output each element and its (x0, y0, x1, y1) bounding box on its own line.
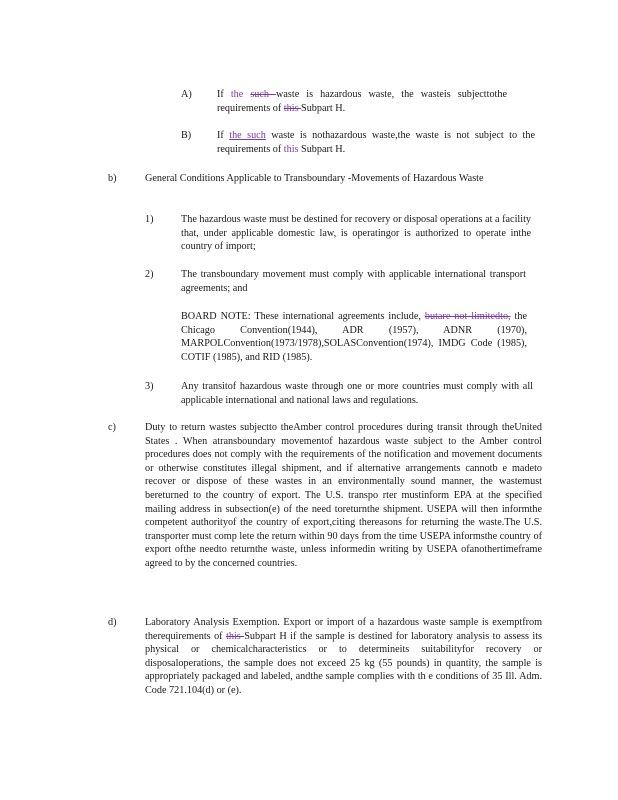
item-label: 1) (145, 214, 154, 225)
deleted-text: such (250, 89, 277, 100)
inserted-text: this (283, 143, 299, 155)
item-text: The hazardous waste must be destined for recovery or disposal operations at a facility that, under applicable domestic law, is operatingor is authorized to operate inthe country of import; (181, 214, 531, 253)
item-label: d) (108, 617, 117, 628)
item-label: A) (181, 89, 192, 100)
item-label: B) (181, 130, 192, 141)
inserted-text: the (230, 89, 244, 100)
item-label: 3) (145, 381, 154, 392)
inserted-text: the such (229, 130, 266, 141)
item-text: Duty to return wastes subjectto theAmber control procedures during transit through theUnited States . When atransboundary movementof hazardous waste subject to the Amber control procedures does not comply with the requirements of the notification and movement documents or otherwise constitutes illegal shipment, and if alternative arrangements cannotb e madeto recover or dispose of these wastes in an environmentally sound manner, the wastemust bereturned to the country of export. The U.S. transpo rter mustinform EPA at the specified mailing address in subsection(e) of the need toreturnthe shipment. USEPA will then informthe competent authorityof the country of export,citing thereasons for returning the waste.The U.S. transporter must comp lete the return within 90 days from the time USEPA informsthe country of export ofthe needto returnthe waste, unless informedin writing by USEPA ofanothertimeframe agreed to by the concerned countries. (145, 422, 542, 569)
item-text: Any transitof hazardous waste through one or more countries must comply with all applicable international and national laws and regulations. (181, 381, 533, 406)
item-label: b) (108, 173, 117, 184)
item-text: If the such waste is nothazardous waste,the waste is not subject to the requirements of this Subpart H. (217, 130, 535, 155)
deleted-text: this (283, 102, 302, 114)
item-text: If the such waste is hazardous waste, the wasteis subjecttothe requirements of this Subpart H. (217, 89, 507, 114)
board-note: BOARD NOTE: These international agreements include, butare not limitedto, the Chicago Convention(1944), ADR (1957), ADNR (1970), MARPOLConvention(1973/1978),SOLASConvention(1974), IMDG Code (1985), COTIF (1985), and RID (1985). (181, 311, 527, 363)
deleted-text: this (226, 630, 245, 642)
item-label: c) (108, 422, 116, 433)
item-label: 2) (145, 269, 154, 280)
deleted-text: butare not limitedto, (424, 311, 511, 322)
item-text: Laboratory Analysis Exemption. Export or import of a hazardous waste sample is exemptfrom therequirements of this Subpart H if the sample is destined for laboratory analysis to assess its physical or chemicalcharacteristics or to determineits suitabilityfor recovery or disposaloperations, the sample does not exceed 25 kg (55 pounds) in quantity, the sample is appropriately packaged and labeled, andthe sample complies with th e conditions of 35 Ill. Adm. Code 721.104(d) or (e). (145, 617, 542, 696)
item-text: General Conditions Applicable to Transboundary -Movements of Hazardous Waste (145, 173, 484, 184)
item-text: The transboundary movement must comply with applicable international transport agreements; and (181, 269, 526, 294)
